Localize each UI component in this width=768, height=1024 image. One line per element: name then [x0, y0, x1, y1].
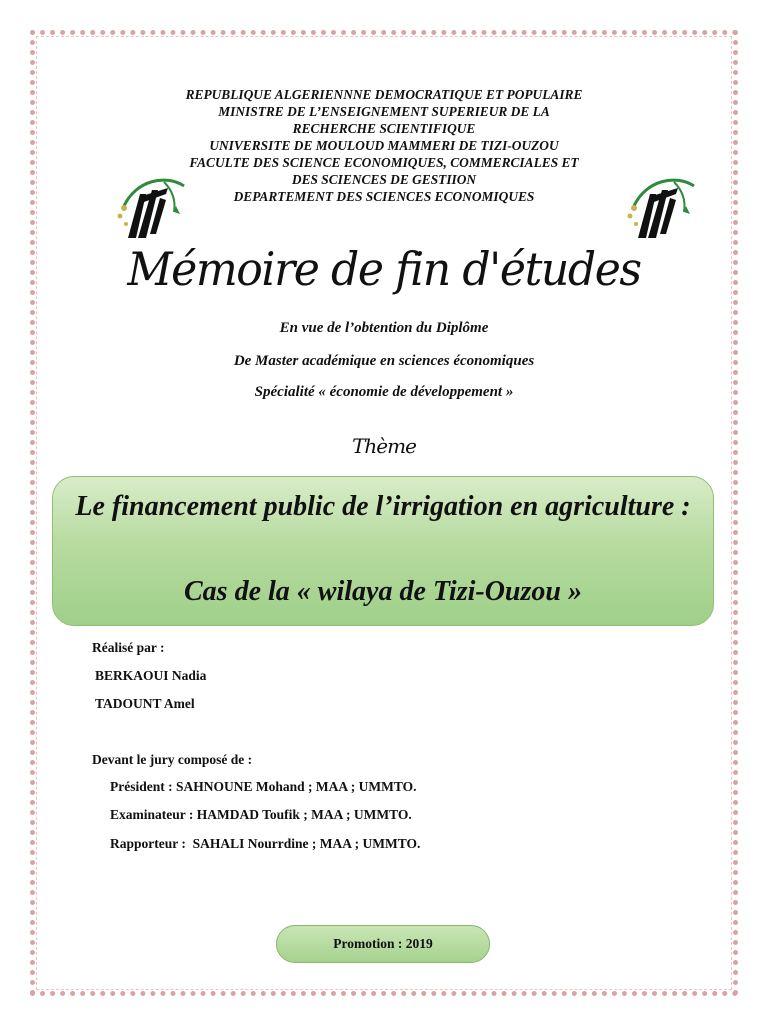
topic-case: Cas de la « wilaya de Tizi-Ouzou »: [184, 576, 582, 607]
header-line-department: DEPARTEMENT DES SCIENCES ECONOMIQUES: [233, 189, 535, 204]
header-line-research: RECHERCHE SCIENTIFIQUE: [292, 121, 476, 136]
jury-member-examiner: Examinateur : HAMDAD Toufik ; MAA ; UMMTO.: [110, 807, 412, 822]
university-logo-left-icon: [106, 172, 186, 246]
header-line-faculty: FACULTE DES SCIENCE ECONOMIQUES, COMMERCIALES ET: [189, 155, 579, 170]
specialty-line: Spécialité « économie de développement »: [254, 384, 514, 400]
document-title: Mémoire de fin d'études: [127, 242, 641, 296]
university-logo-right-icon: [616, 172, 696, 246]
theme-label: Thème: [352, 434, 416, 458]
header-line-faculty-cont: DES SCIENCES DE GESTIION: [291, 172, 477, 187]
jury-member-rapporteur: Rapporteur : SAHALI Nourrdine ; MAA ; UMMTO.: [110, 836, 421, 851]
author-name: TADOUNT Amel: [95, 696, 195, 711]
authors-label: Réalisé par :: [92, 640, 165, 655]
promotion-text: Promotion : 2019: [333, 936, 433, 951]
obtention-line: En vue de l’obtention du Diplôme: [279, 320, 489, 336]
header-line-university: UNIVERSITE DE MOULOUD MAMMERI DE TIZI-OUZOU: [209, 138, 559, 153]
header-line-republic: REPUBLIQUE ALGERIENNNE DEMOCRATIQUE ET POPULAIRE: [185, 87, 583, 102]
author-name: BERKAOUI Nadia: [95, 668, 207, 683]
header-line-ministry: MINISTRE DE L’ENSEIGNEMENT SUPERIEUR DE LA: [218, 104, 550, 119]
jury-member-president: Président : SAHNOUNE Mohand ; MAA ; UMMTO.: [110, 779, 417, 794]
jury-label: Devant le jury composé de :: [92, 752, 253, 767]
topic-title: Le financement public de l’irrigation en agriculture :: [75, 491, 691, 522]
diploma-line: De Master académique en sciences économiques: [233, 353, 535, 369]
